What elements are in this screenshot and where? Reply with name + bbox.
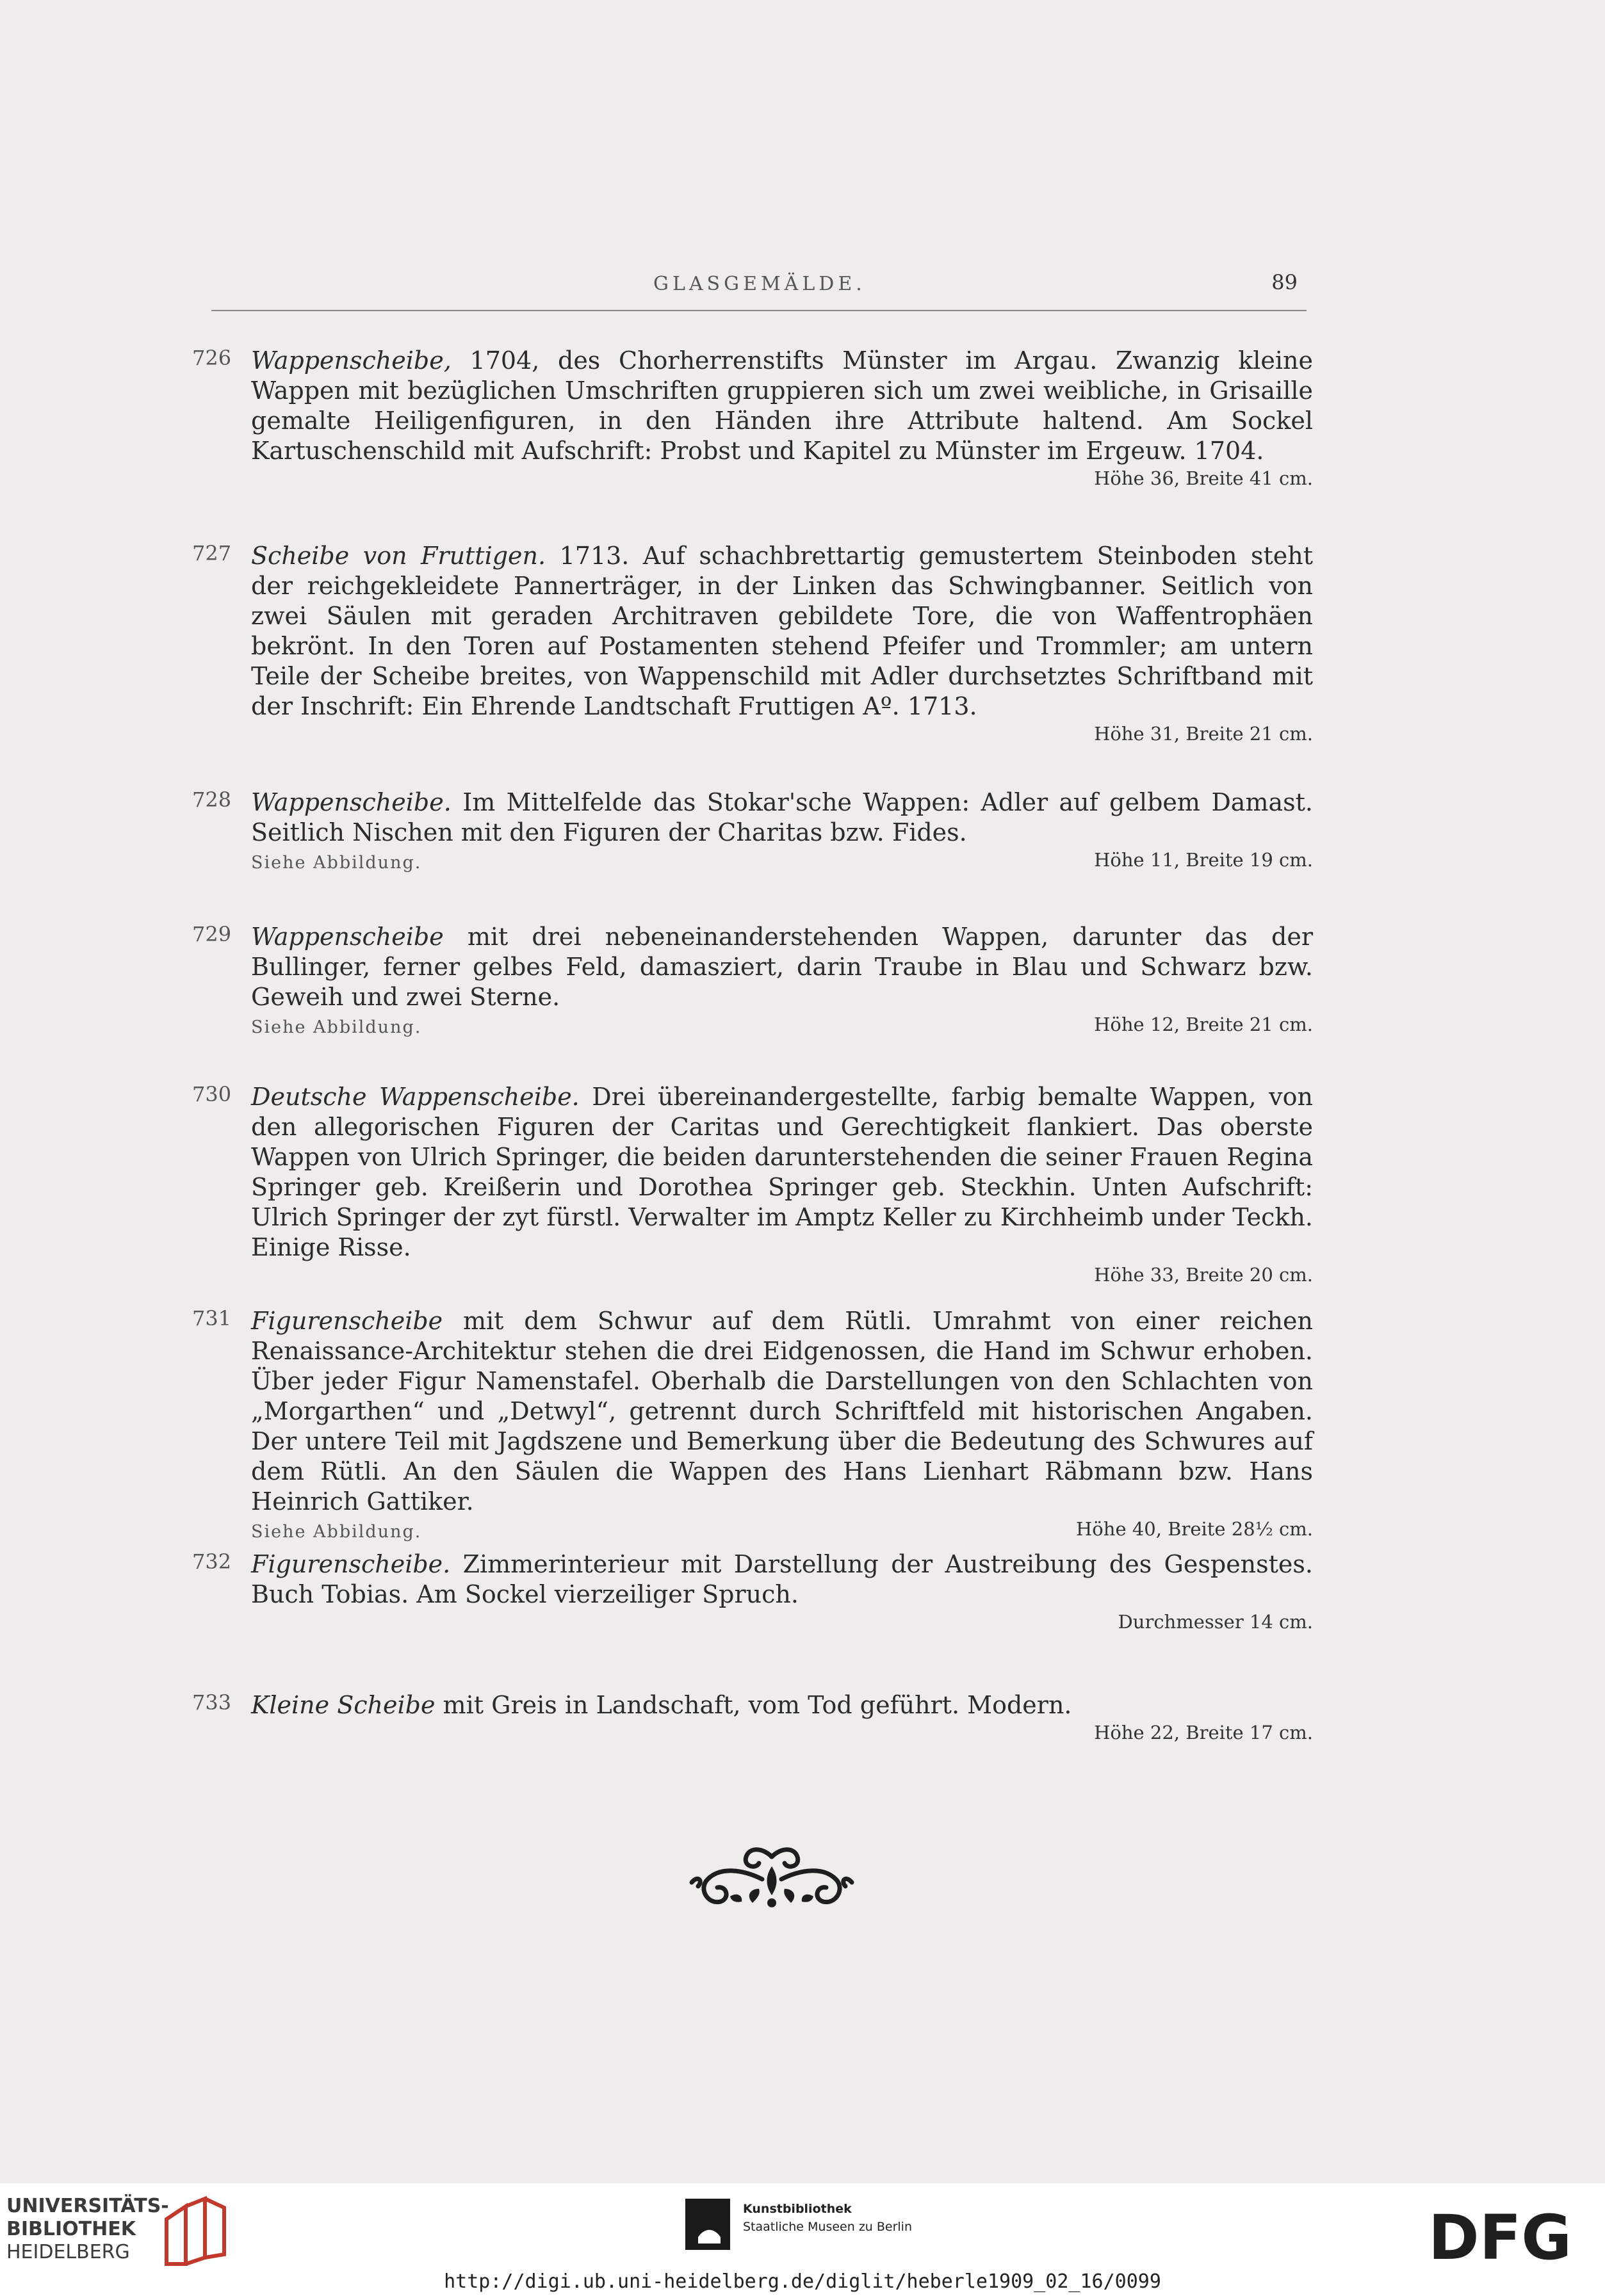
entry-description: mit drei nebeneinanderstehenden Wappen, darunter das der Bullinger, ferner gelbes Feld, damasziert, darin Traube in Blau und Schwarz bzw. Geweih und zwei Sterne. bbox=[251, 923, 1313, 1011]
entry-text bbox=[251, 922, 1313, 1012]
entry-number: 731 bbox=[192, 1306, 232, 1330]
entry-dimensions: Höhe 11, Breite 19 cm. bbox=[1094, 849, 1313, 871]
entry-meta bbox=[251, 1263, 1313, 1291]
catalog-entry-732 bbox=[192, 1549, 1313, 1638]
catalog-entry-728 bbox=[192, 788, 1313, 876]
library-line-1: UNIVERSITÄTS- bbox=[6, 2195, 169, 2217]
entry-description: Zimmerinterieur mit Darstellung der Austreibung des Gespenstes. Buch Tobias. Am Sockel vierzeiliger Spruch. bbox=[251, 1550, 1313, 1608]
running-header bbox=[211, 270, 1307, 318]
entry-meta bbox=[251, 1610, 1313, 1638]
decorative-vignette-icon bbox=[685, 1844, 858, 1914]
page-number: 89 bbox=[1271, 270, 1298, 295]
entry-dimensions: Höhe 33, Breite 20 cm. bbox=[1094, 1264, 1313, 1286]
entry-number: 728 bbox=[192, 788, 232, 812]
catalog-entry-726 bbox=[192, 346, 1313, 494]
entry-title: Wappenscheibe bbox=[251, 923, 444, 951]
catalog-entry-727 bbox=[192, 541, 1313, 750]
entry-meta bbox=[251, 1720, 1313, 1749]
kunstbibliothek-logo-icon bbox=[685, 2199, 730, 2250]
entry-number: 732 bbox=[192, 1549, 232, 1574]
entry-text bbox=[251, 788, 1313, 848]
figure-note: Siehe Abbildung. bbox=[251, 1017, 422, 1037]
entry-meta bbox=[251, 722, 1313, 750]
entry-number: 730 bbox=[192, 1082, 232, 1106]
catalog-entry-730 bbox=[192, 1082, 1313, 1291]
library-line-3: HEIDELBERG bbox=[6, 2241, 130, 2263]
entry-title: Deutsche Wappenscheibe. bbox=[251, 1083, 580, 1111]
catalog-entry-733 bbox=[192, 1690, 1313, 1749]
entry-dimensions: Höhe 12, Breite 21 cm. bbox=[1094, 1014, 1313, 1035]
library-name bbox=[6, 2195, 169, 2264]
entry-text bbox=[251, 1690, 1313, 1720]
dfg-logo-icon bbox=[1428, 2209, 1588, 2267]
entry-text bbox=[251, 1082, 1313, 1263]
entry-description: Drei übereinandergestellte, farbig bemalte Wappen, von den allegorischen Figuren der Caritas und Gerechtigkeit flankiert. Das oberste Wappen von Ulrich Springer, die beiden darunterstehenden die seiner Frauen Regina Springer geb. Kreißerin und Dorothea Springer geb. Steckhin. Unten Aufschrift: Ulrich Springer der zyt fürstl. Verwalter im Amptz Keller zu Kirchheimb under Teckh. Einige Risse. bbox=[251, 1083, 1313, 1261]
entry-text bbox=[251, 541, 1313, 722]
entry-description: Im Mittelfelde das Stokar'sche Wappen: Adler auf gelbem Damast. Seitlich Nischen mit den Figuren der Charitas bzw. Fides. bbox=[251, 788, 1313, 846]
library-line-2: BIBLIOTHEK bbox=[6, 2218, 136, 2240]
entry-description: 1704, des Chorherrenstifts Münster im Argau. Zwanzig kleine Wappen mit bezüglichen Umschriften gruppieren sich um zwei weibliche, in Grisaille gemalte Heiligenfiguren, in den Händen ihre Attribute haltend. Am Sockel Kartuschenschild mit Aufschrift: Probst und Kapitel zu Münster im Ergeuw. 1704. bbox=[251, 346, 1313, 465]
catalog-entry-731 bbox=[192, 1306, 1313, 1545]
university-library-logo-icon bbox=[160, 2194, 231, 2270]
entry-meta bbox=[251, 1517, 1313, 1545]
entry-number: 727 bbox=[192, 541, 232, 565]
entry-number: 726 bbox=[192, 346, 232, 370]
entry-meta bbox=[251, 466, 1313, 494]
entry-text bbox=[251, 1549, 1313, 1610]
entry-title: Figurenscheibe bbox=[251, 1307, 443, 1335]
entry-dimensions: Höhe 31, Breite 21 cm. bbox=[1094, 723, 1313, 745]
entry-text bbox=[251, 346, 1313, 466]
entry-title: Wappenscheibe, bbox=[251, 346, 452, 375]
catalog-entry-729 bbox=[192, 922, 1313, 1040]
entry-title: Wappenscheibe. bbox=[251, 788, 452, 816]
kunstbibliothek-name bbox=[743, 2200, 912, 2236]
entry-number: 729 bbox=[192, 922, 232, 946]
entry-dimensions: Höhe 40, Breite 28½ cm. bbox=[1076, 1518, 1313, 1540]
entry-meta bbox=[251, 848, 1313, 876]
digitization-footer bbox=[0, 2183, 1605, 2296]
entry-number: 733 bbox=[192, 1690, 232, 1715]
kb-line-1: Kunstbibliothek bbox=[743, 2202, 852, 2216]
entry-text bbox=[251, 1306, 1313, 1517]
entry-description: mit Greis in Landschaft, vom Tod geführt. Modern. bbox=[435, 1691, 1072, 1719]
entry-description: mit dem Schwur auf dem Rütli. Umrahmt von einer reichen Renaissance-Architektur stehen die drei Eidgenossen, die Hand im Schwur erhoben. Über jeder Figur Namenstafel. Oberhalb die Darstellungen von den Schlachten von „Morgarthen“ und „Detwyl“, getrennt durch Schriftfeld mit historischen Angaben. Der untere Teil mit Jagdszene und Bemerkung über die Bedeutung des Schwures auf dem Rütli. An den Säulen die Wappen des Hans Lienhart Räbmann bzw. Hans Heinrich Gattiker. bbox=[251, 1307, 1313, 1516]
entry-dimensions: Höhe 22, Breite 17 cm. bbox=[1094, 1722, 1313, 1743]
figure-note: Siehe Abbildung. bbox=[251, 853, 422, 873]
entry-dimensions: Durchmesser 14 cm. bbox=[1118, 1611, 1313, 1633]
entry-title: Scheibe von Fruttigen. bbox=[251, 542, 546, 570]
entry-meta bbox=[251, 1012, 1313, 1040]
entry-description: 1713. Auf schachbrettartig gemustertem Steinboden steht der reichgekleidete Pannerträger, in der Linken das Schwingbanner. Seitlich von zwei Säulen mit geraden Architraven gebildete Tore, die von Waffentrophäen bekrönt. In den Toren auf Postamenten stehend Pfeifer und Trommler; am untern Teile der Scheibe breites, von Wappenschild mit Adler durchsetztes Schriftband mit der Inschrift: Ein Ehrende Landtschaft Fruttigen Aº. 1713. bbox=[251, 542, 1313, 720]
permalink-url[interactable]: http://digi.ub.uni-heidelberg.de/diglit/heberle1909_02_16/0099 bbox=[444, 2270, 1161, 2293]
entry-dimensions: Höhe 36, Breite 41 cm. bbox=[1094, 467, 1313, 489]
figure-note: Siehe Abbildung. bbox=[251, 1522, 422, 1542]
kb-line-2: Staatliche Museen zu Berlin bbox=[743, 2220, 913, 2234]
entry-title: Figurenscheibe. bbox=[251, 1550, 451, 1578]
entry-title: Kleine Scheibe bbox=[251, 1691, 436, 1719]
header-rule bbox=[211, 310, 1307, 311]
running-title: GLASGEMÄLDE. bbox=[653, 273, 866, 295]
dfg-wordmark: DFG bbox=[1428, 2209, 1572, 2267]
